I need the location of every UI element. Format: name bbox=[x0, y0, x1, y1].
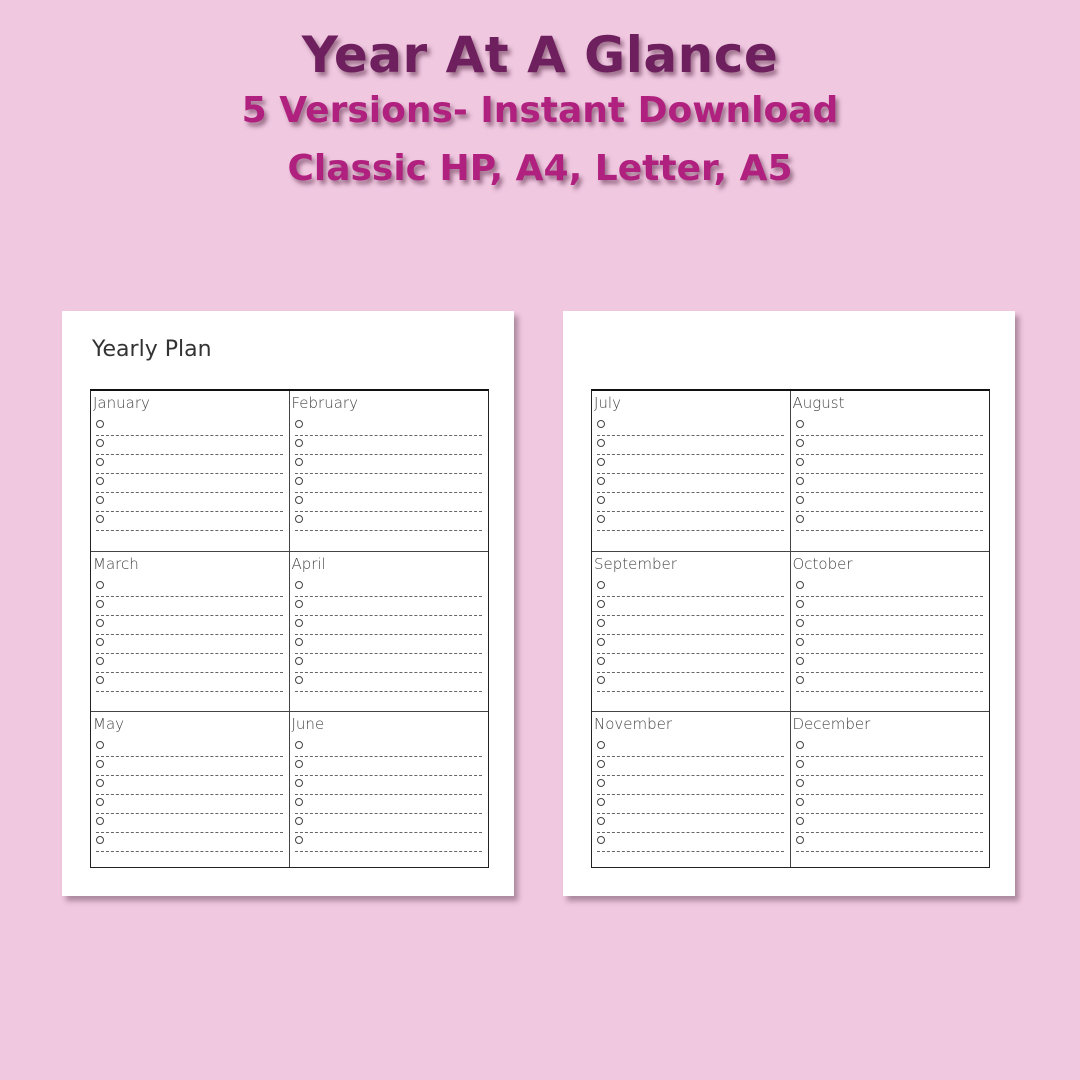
month-box bbox=[91, 391, 290, 552]
month-name: June bbox=[291, 715, 325, 733]
task-line bbox=[295, 474, 483, 493]
task-line bbox=[796, 635, 984, 654]
month-name: April bbox=[291, 555, 326, 573]
bullet-circle-icon bbox=[796, 676, 804, 684]
bullet-circle-icon bbox=[796, 817, 804, 825]
task-line bbox=[96, 578, 283, 597]
task-line bbox=[796, 757, 984, 776]
bullet-circle-icon bbox=[796, 657, 804, 665]
bullet-circle-icon bbox=[796, 741, 804, 749]
task-line bbox=[295, 814, 483, 833]
bullet-circle-icon bbox=[796, 760, 804, 768]
bullet-circle-icon bbox=[796, 581, 804, 589]
task-line bbox=[295, 616, 483, 635]
bullet-circle-icon bbox=[597, 458, 605, 466]
task-line bbox=[295, 493, 483, 512]
task-line bbox=[295, 436, 483, 455]
task-line bbox=[295, 597, 483, 616]
task-line bbox=[96, 474, 283, 493]
bullet-circle-icon bbox=[96, 515, 104, 523]
task-line bbox=[597, 654, 784, 673]
bullet-circle-icon bbox=[796, 638, 804, 646]
task-line bbox=[796, 417, 984, 436]
bullet-circle-icon bbox=[796, 619, 804, 627]
task-line bbox=[96, 776, 283, 795]
planner-page-right bbox=[563, 311, 1015, 896]
task-line bbox=[796, 512, 984, 531]
task-line bbox=[96, 738, 283, 757]
task-line bbox=[597, 436, 784, 455]
bullet-circle-icon bbox=[597, 439, 605, 447]
bullet-circle-icon bbox=[597, 676, 605, 684]
bullet-circle-icon bbox=[295, 798, 303, 806]
bullet-circle-icon bbox=[597, 477, 605, 485]
month-name: August bbox=[792, 394, 845, 412]
task-line bbox=[597, 757, 784, 776]
bullet-circle-icon bbox=[96, 496, 104, 504]
task-line bbox=[295, 757, 483, 776]
bullet-circle-icon bbox=[295, 657, 303, 665]
task-lines bbox=[594, 738, 786, 852]
month-box bbox=[290, 391, 489, 552]
month-box bbox=[592, 712, 791, 867]
task-line bbox=[295, 776, 483, 795]
planner-page-left bbox=[62, 311, 514, 896]
bullet-circle-icon bbox=[295, 638, 303, 646]
task-line bbox=[295, 455, 483, 474]
bullet-circle-icon bbox=[295, 817, 303, 825]
task-line bbox=[597, 738, 784, 757]
month-name: March bbox=[93, 555, 139, 573]
task-line bbox=[295, 654, 483, 673]
bullet-circle-icon bbox=[796, 496, 804, 504]
task-line bbox=[796, 455, 984, 474]
task-line bbox=[96, 597, 283, 616]
bullet-circle-icon bbox=[597, 420, 605, 428]
bullet-circle-icon bbox=[96, 420, 104, 428]
task-line bbox=[295, 795, 483, 814]
month-name: May bbox=[93, 715, 125, 733]
bullet-circle-icon bbox=[295, 741, 303, 749]
task-line bbox=[597, 597, 784, 616]
task-line bbox=[96, 654, 283, 673]
bullet-circle-icon bbox=[96, 657, 104, 665]
task-line bbox=[796, 493, 984, 512]
bullet-circle-icon bbox=[597, 817, 605, 825]
task-line bbox=[597, 512, 784, 531]
month-box bbox=[791, 552, 990, 712]
subtitle-sizes: Classic HP, A4, Letter, A5 bbox=[287, 148, 793, 189]
bullet-circle-icon bbox=[796, 439, 804, 447]
bullet-circle-icon bbox=[96, 798, 104, 806]
task-line bbox=[295, 673, 483, 692]
bullet-circle-icon bbox=[597, 798, 605, 806]
task-line bbox=[796, 833, 984, 852]
task-lines bbox=[292, 417, 485, 531]
bullet-circle-icon bbox=[796, 477, 804, 485]
task-lines bbox=[93, 578, 285, 692]
task-line bbox=[796, 654, 984, 673]
bullet-circle-icon bbox=[96, 477, 104, 485]
task-line bbox=[597, 673, 784, 692]
month-name: October bbox=[792, 555, 853, 573]
task-line bbox=[796, 814, 984, 833]
bullet-circle-icon bbox=[597, 779, 605, 787]
task-line bbox=[597, 776, 784, 795]
task-lines bbox=[793, 578, 986, 692]
month-box bbox=[791, 712, 990, 867]
task-line bbox=[796, 673, 984, 692]
bullet-circle-icon bbox=[96, 741, 104, 749]
task-line bbox=[597, 814, 784, 833]
task-line bbox=[597, 474, 784, 493]
task-lines bbox=[793, 417, 986, 531]
month-name: July bbox=[594, 394, 621, 412]
bullet-circle-icon bbox=[796, 458, 804, 466]
bullet-circle-icon bbox=[597, 581, 605, 589]
bullet-circle-icon bbox=[295, 760, 303, 768]
task-line bbox=[597, 493, 784, 512]
task-line bbox=[796, 795, 984, 814]
task-line bbox=[597, 635, 784, 654]
bullet-circle-icon bbox=[295, 477, 303, 485]
month-grid bbox=[90, 389, 489, 868]
task-line bbox=[96, 436, 283, 455]
yearly-plan-heading: Yearly Plan bbox=[92, 337, 212, 362]
month-name: December bbox=[792, 715, 871, 733]
task-line bbox=[796, 474, 984, 493]
bullet-circle-icon bbox=[96, 836, 104, 844]
month-name: November bbox=[594, 715, 673, 733]
task-line bbox=[96, 512, 283, 531]
task-line bbox=[597, 417, 784, 436]
task-lines bbox=[292, 738, 485, 852]
bullet-circle-icon bbox=[597, 496, 605, 504]
subtitle-versions: 5 Versions- Instant Download bbox=[241, 90, 839, 131]
task-line bbox=[597, 616, 784, 635]
bullet-circle-icon bbox=[295, 439, 303, 447]
month-box bbox=[290, 552, 489, 712]
month-box bbox=[592, 391, 791, 552]
task-line bbox=[96, 455, 283, 474]
month-box bbox=[91, 552, 290, 712]
bullet-circle-icon bbox=[295, 420, 303, 428]
task-line bbox=[796, 616, 984, 635]
bullet-circle-icon bbox=[295, 581, 303, 589]
bullet-circle-icon bbox=[295, 496, 303, 504]
bullet-circle-icon bbox=[96, 439, 104, 447]
task-line bbox=[796, 578, 984, 597]
task-line bbox=[295, 512, 483, 531]
bullet-circle-icon bbox=[295, 458, 303, 466]
task-line bbox=[96, 635, 283, 654]
task-lines bbox=[93, 738, 285, 852]
task-line bbox=[96, 814, 283, 833]
bullet-circle-icon bbox=[796, 420, 804, 428]
task-line bbox=[796, 738, 984, 757]
task-line bbox=[796, 436, 984, 455]
bullet-circle-icon bbox=[96, 600, 104, 608]
bullet-circle-icon bbox=[96, 760, 104, 768]
bullet-circle-icon bbox=[96, 638, 104, 646]
task-lines bbox=[292, 578, 485, 692]
bullet-circle-icon bbox=[96, 619, 104, 627]
task-lines bbox=[93, 417, 285, 531]
bullet-circle-icon bbox=[796, 836, 804, 844]
bullet-circle-icon bbox=[96, 817, 104, 825]
task-line bbox=[96, 673, 283, 692]
bullet-circle-icon bbox=[96, 676, 104, 684]
bullet-circle-icon bbox=[597, 836, 605, 844]
month-box bbox=[290, 712, 489, 867]
month-name: February bbox=[291, 394, 358, 412]
bullet-circle-icon bbox=[796, 779, 804, 787]
bullet-circle-icon bbox=[295, 779, 303, 787]
month-box bbox=[791, 391, 990, 552]
task-line bbox=[96, 795, 283, 814]
bullet-circle-icon bbox=[96, 779, 104, 787]
bullet-circle-icon bbox=[597, 515, 605, 523]
bullet-circle-icon bbox=[796, 515, 804, 523]
bullet-circle-icon bbox=[597, 600, 605, 608]
task-line bbox=[96, 616, 283, 635]
task-line bbox=[796, 597, 984, 616]
task-line bbox=[597, 455, 784, 474]
task-line bbox=[96, 493, 283, 512]
month-grid bbox=[591, 389, 990, 868]
bullet-circle-icon bbox=[295, 676, 303, 684]
task-line bbox=[295, 738, 483, 757]
bullet-circle-icon bbox=[96, 458, 104, 466]
task-line bbox=[295, 833, 483, 852]
page-title: Year At A Glance bbox=[301, 26, 779, 84]
task-line bbox=[295, 635, 483, 654]
bullet-circle-icon bbox=[796, 798, 804, 806]
month-box bbox=[592, 552, 791, 712]
bullet-circle-icon bbox=[796, 600, 804, 608]
task-line bbox=[96, 417, 283, 436]
month-box bbox=[91, 712, 290, 867]
bullet-circle-icon bbox=[597, 619, 605, 627]
task-line bbox=[597, 833, 784, 852]
task-line bbox=[597, 795, 784, 814]
task-line bbox=[796, 776, 984, 795]
bullet-circle-icon bbox=[597, 638, 605, 646]
task-line bbox=[96, 833, 283, 852]
task-lines bbox=[594, 417, 786, 531]
bullet-circle-icon bbox=[597, 760, 605, 768]
bullet-circle-icon bbox=[295, 515, 303, 523]
bullet-circle-icon bbox=[295, 619, 303, 627]
task-lines bbox=[793, 738, 986, 852]
bullet-circle-icon bbox=[597, 657, 605, 665]
bullet-circle-icon bbox=[295, 600, 303, 608]
task-line bbox=[96, 757, 283, 776]
task-line bbox=[597, 578, 784, 597]
bullet-circle-icon bbox=[96, 581, 104, 589]
bullet-circle-icon bbox=[295, 836, 303, 844]
task-line bbox=[295, 578, 483, 597]
month-name: January bbox=[93, 394, 150, 412]
month-name: September bbox=[594, 555, 677, 573]
bullet-circle-icon bbox=[597, 741, 605, 749]
task-lines bbox=[594, 578, 786, 692]
task-line bbox=[295, 417, 483, 436]
